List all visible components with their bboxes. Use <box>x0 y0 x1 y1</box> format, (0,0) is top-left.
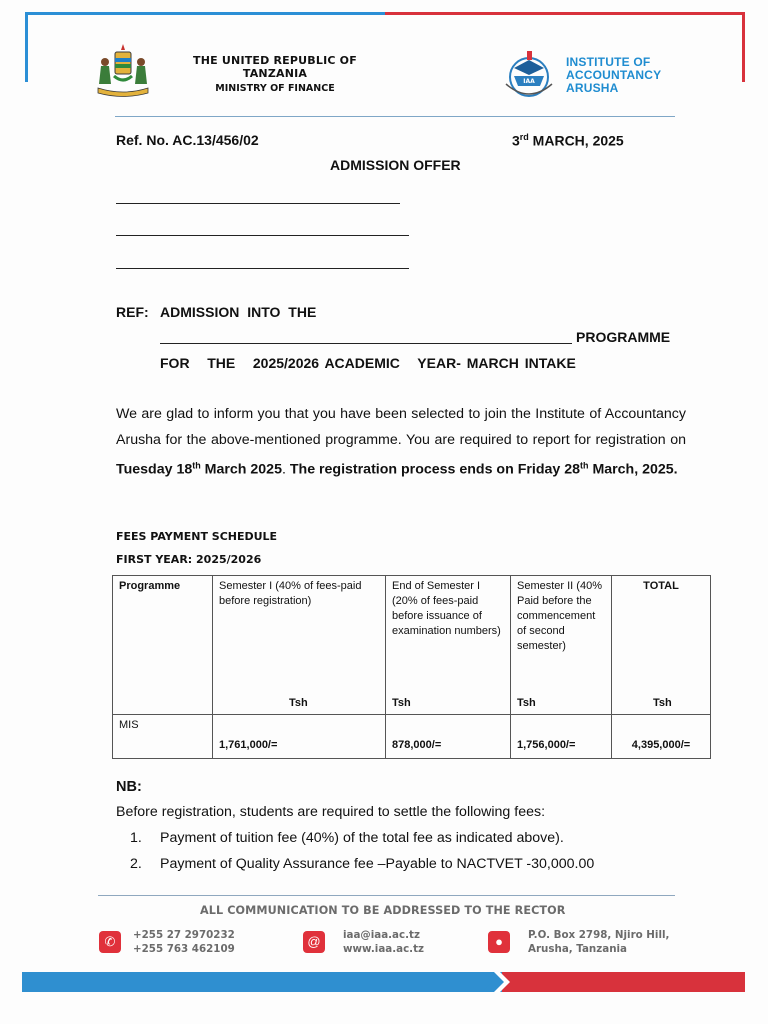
email-icon: @ <box>303 931 325 953</box>
fees-table <box>112 575 711 759</box>
address-blank-1 <box>116 203 400 204</box>
currency-end-semester-1: Tsh <box>392 697 411 709</box>
coat-of-arms-logo <box>94 40 152 100</box>
fees-table-header-row <box>113 576 711 715</box>
header-semester-2 <box>511 576 612 715</box>
ref-line-3: FOR THE 2025/2026 ACADEMIC YEAR- MARCH INTAKE <box>160 355 576 371</box>
nb-label: NB: <box>116 779 142 795</box>
frame-right-border <box>742 12 745 82</box>
institute-name-line1: INSTITUTE OF <box>566 55 651 69</box>
currency-semester-2: Tsh <box>517 697 536 709</box>
list-item <box>130 830 564 846</box>
website-link[interactable]: www.iaa.ac.tz <box>343 943 425 955</box>
date-rest: MARCH, 2025 <box>528 132 624 149</box>
ministry-name: MINISTRY OF FINANCE <box>215 83 335 94</box>
row-end-semester-1 <box>386 715 511 759</box>
registration-date-start: Tuesday 18 <box>116 461 193 478</box>
body-sup-2: th <box>580 460 589 470</box>
address-blank-3 <box>116 268 409 269</box>
frame-left-border <box>25 12 28 82</box>
admission-body-paragraph <box>116 402 686 483</box>
government-header <box>160 54 390 94</box>
row-semester-1 <box>213 715 386 759</box>
phone-icon: ✆ <box>99 931 121 953</box>
institute-name-line2: ACCOUNTANCY <box>566 68 662 82</box>
list-item-number: 1. <box>130 830 142 846</box>
value-end-semester-1: 878,000/= <box>392 739 442 751</box>
date-suffix: rd <box>519 132 529 142</box>
phone-1: +255 27 2970232 <box>133 929 235 941</box>
footer-bar-red <box>502 972 745 992</box>
footer-phones <box>133 928 235 956</box>
ref-line-1: ADMISSION INTO THE <box>160 304 317 320</box>
row-semester-2 <box>511 715 612 759</box>
currency-total: Tsh <box>653 697 672 709</box>
ref-programme: PROGRAMME <box>576 329 671 345</box>
letter-date <box>512 132 624 149</box>
list-item-text: Payment of Quality Assurance fee –Payable to NACTVET -30,000.00 <box>160 856 595 872</box>
header-divider <box>115 116 675 117</box>
list-item <box>130 856 594 872</box>
body-text-2: . <box>281 461 290 478</box>
header-semester-1 <box>213 576 386 715</box>
footer-bar-blue <box>22 972 502 992</box>
footer-title: ALL COMMUNICATION TO BE ADDRESSED TO THE RECTOR <box>200 904 566 917</box>
iaa-logo-text: IAA <box>523 78 535 85</box>
address-line-2: Arusha, Tanzania <box>528 943 628 955</box>
table-row <box>113 715 711 759</box>
row-total <box>612 715 711 759</box>
registration-end-month: March, 2025. <box>588 461 678 478</box>
institute-name <box>566 56 661 95</box>
fees-schedule-title: FEES PAYMENT SCHEDULE <box>116 530 278 543</box>
header-border-red <box>385 12 745 15</box>
header-semester-1-label: Semester I (40% of fees-paid before registration) <box>219 580 362 607</box>
header-end-semester-1-label: End of Semester I (20% of fees-paid before issuance of examination numbers) <box>392 580 501 637</box>
header-end-semester-1 <box>386 576 511 715</box>
footer-chevron-icon <box>482 972 518 992</box>
list-item-text: Payment of tuition fee (40%) of the total fee as indicated above). <box>160 830 564 846</box>
phone-2: +255 763 462109 <box>133 943 235 955</box>
footer-email-web <box>343 928 424 956</box>
currency-semester-1: Tsh <box>289 697 308 709</box>
date-day: 3 <box>512 132 520 149</box>
nb-intro: Before registration, students are required to settle the following fees: <box>116 804 546 820</box>
email-address[interactable]: iaa@iaa.ac.tz <box>343 929 420 941</box>
value-total: 4,395,000/= <box>631 739 691 751</box>
location-pin-icon: ● <box>488 931 510 953</box>
reference-number: Ref. No. AC.13/456/02 <box>116 132 259 148</box>
header-border-blue <box>25 12 385 15</box>
letter-title: ADMISSION OFFER <box>330 157 461 173</box>
value-semester-1: 1,761,000/= <box>219 739 278 751</box>
body-text-1: We are glad to inform you that you have been selected to join the Institute of Accountancy Arusha for the above-mentioned programme. You are required to report for registration on <box>116 406 686 448</box>
fees-schedule-year: FIRST YEAR: 2025/2026 <box>116 553 262 566</box>
address-line-1: P.O. Box 2798, Njiro Hill, <box>528 929 670 941</box>
row-programme: MIS <box>113 715 213 759</box>
header-total-label: TOTAL <box>643 580 679 592</box>
ref-label: REF: <box>116 304 149 320</box>
iaa-logo <box>500 46 558 100</box>
registration-date-month: March 2025 <box>200 461 282 478</box>
body-sup-1: th <box>192 460 201 470</box>
footer-divider <box>98 895 675 896</box>
country-name: THE UNITED REPUBLIC OF TANZANIA <box>193 54 357 80</box>
programme-blank <box>160 343 572 344</box>
value-semester-2: 1,756,000/= <box>517 739 576 751</box>
header-semester-2-label: Semester II (40% Paid before the commencement of second semester) <box>517 580 602 652</box>
header-total <box>612 576 711 715</box>
list-item-number: 2. <box>130 856 142 872</box>
registration-end-text: The registration process ends on Friday 28 <box>289 461 580 478</box>
header-programme: Programme <box>113 576 213 715</box>
address-blank-2 <box>116 235 409 236</box>
footer-address <box>528 928 669 956</box>
institute-name-line3: ARUSHA <box>566 81 619 95</box>
